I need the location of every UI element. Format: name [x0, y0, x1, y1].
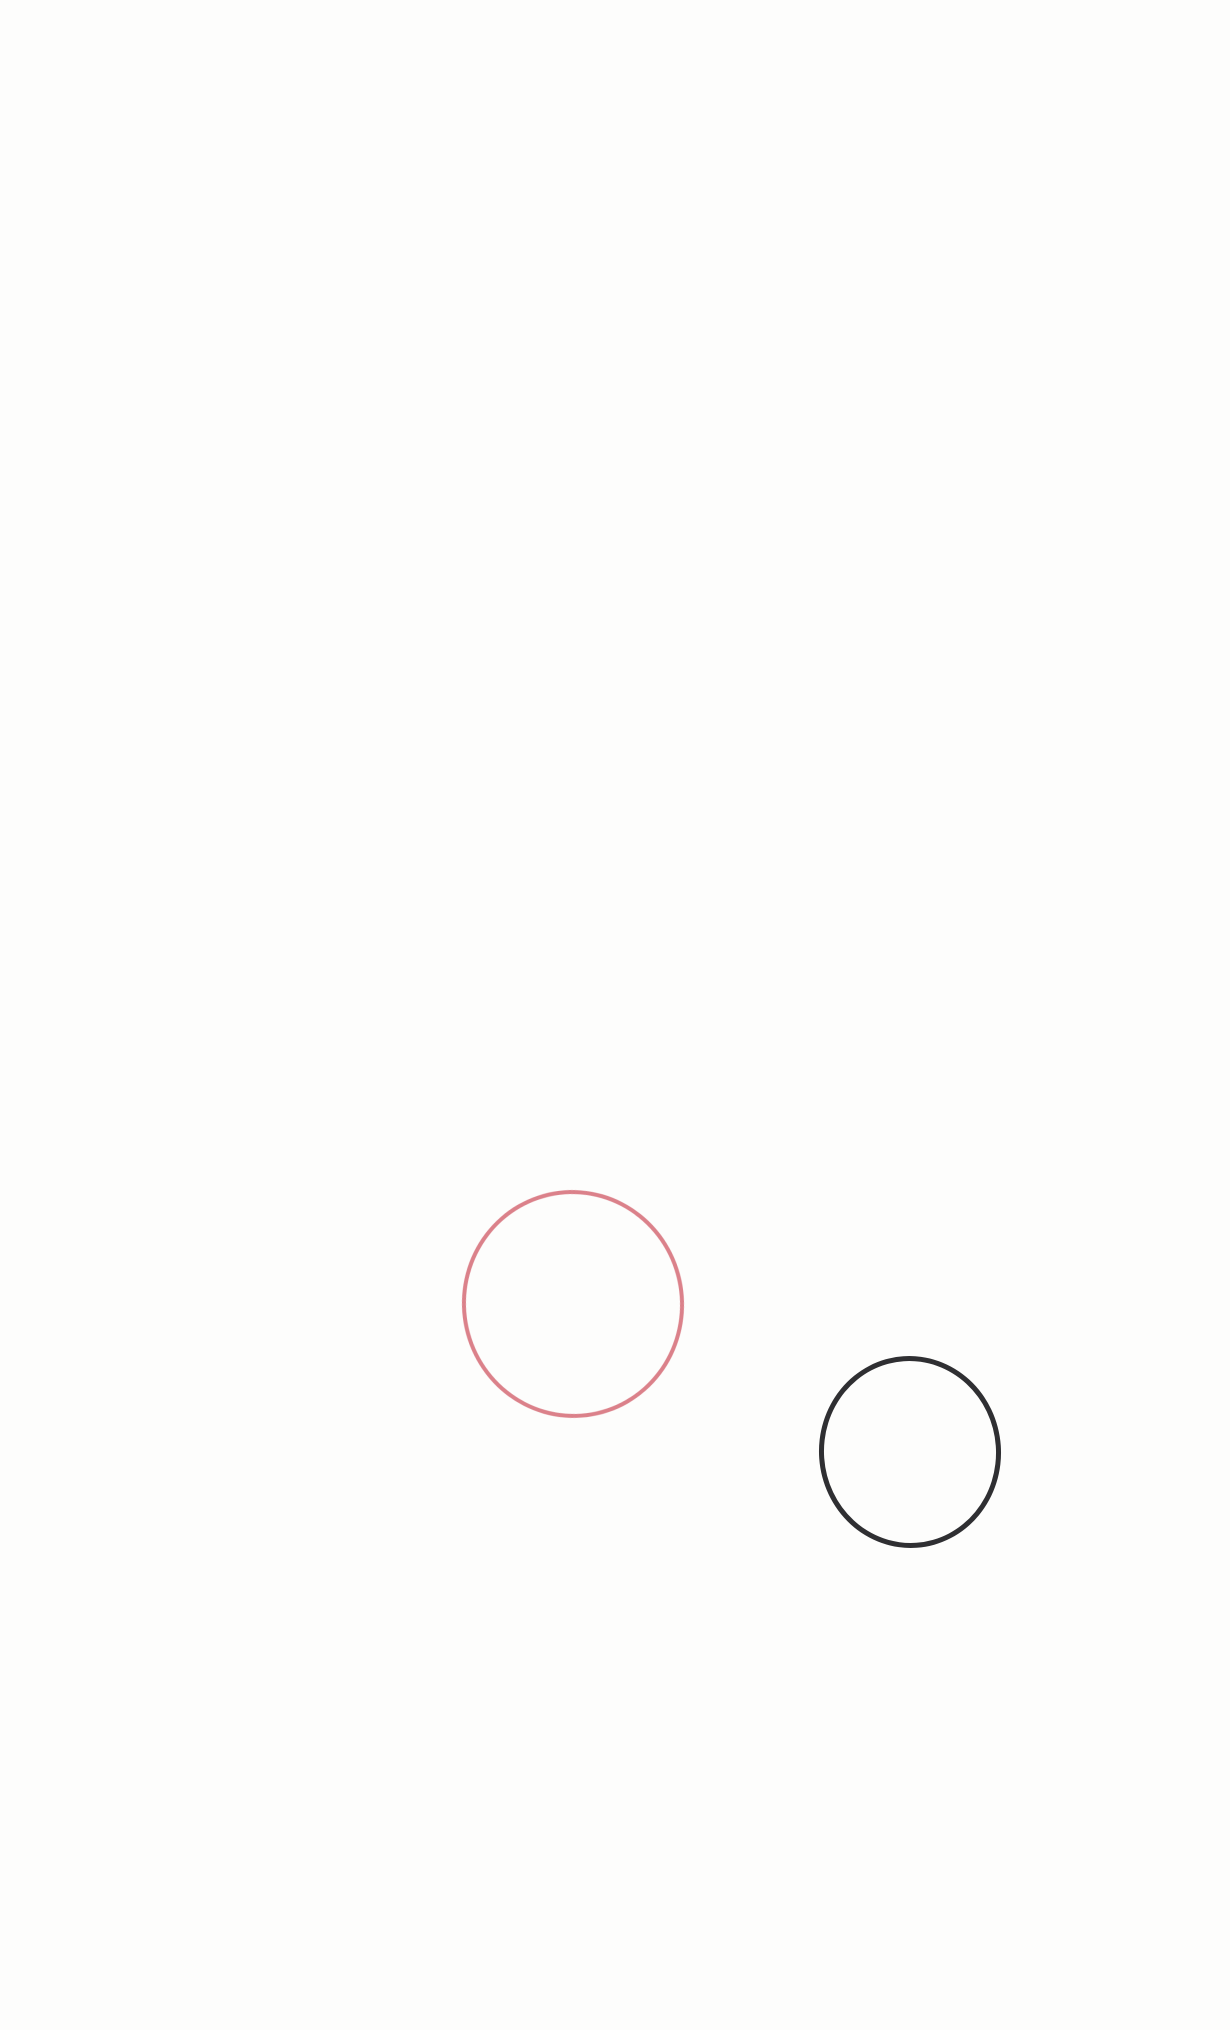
company-seal-stamp — [447, 1175, 700, 1433]
issue-date — [745, 1486, 1045, 1532]
barcode — [113, 72, 343, 184]
national-emblem-image — [486, 80, 694, 308]
qr-code — [253, 1247, 393, 1387]
company-seal-ring — [449, 1177, 697, 1430]
